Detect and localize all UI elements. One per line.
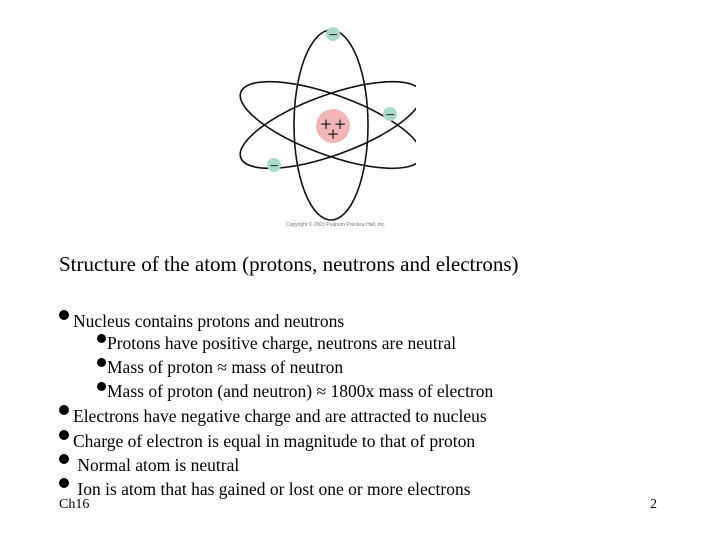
electron-sign: −: [384, 107, 396, 122]
figure-credit: Copyright © 2003 Pearson Prentice Hall, Inc.: [286, 222, 386, 228]
sub-bullet-text: Protons have positive charge, neutrons are neutral: [107, 333, 457, 353]
bullet-icon: [59, 310, 69, 320]
electron: [383, 107, 397, 122]
slide-title: Structure of the atom (protons, neutrons and electrons): [59, 252, 519, 276]
sub-bullet-item: [97, 357, 343, 377]
electron: [326, 27, 340, 42]
bullet-text: Charge of electron is equal in magnitude to that of proton: [73, 431, 476, 451]
bullet-item: [59, 405, 487, 426]
chapter-label: Ch16: [59, 497, 90, 512]
electron-sign: −: [327, 27, 339, 42]
sub-bullet-text: Mass of proton (and neutron) ≈ 1800x mass of electron: [107, 381, 494, 401]
bullet-text: Electrons have negative charge and are attracted to nucleus: [73, 406, 487, 426]
bullet-text: Nucleus contains protons and neutrons: [73, 311, 345, 331]
bullet-icon: [59, 454, 69, 464]
proton-sign: +: [319, 115, 333, 133]
bullet-icon: [97, 334, 106, 343]
electron-sign: −: [268, 158, 280, 173]
proton-sign: +: [333, 115, 347, 133]
electron: [267, 158, 281, 173]
bullet-text: Ion is atom that has gained or lost one or more electrons: [73, 479, 471, 499]
bullet-item: [59, 454, 239, 475]
bullet-icon: [97, 358, 106, 367]
bullet-item: [59, 478, 471, 499]
bullet-item: [59, 310, 344, 331]
bullet-text: Normal atom is neutral: [73, 455, 240, 475]
atom-diagram: [226, 18, 416, 233]
sub-bullet-item: [97, 333, 456, 353]
sub-bullet-text: Mass of proton ≈ mass of neutron: [107, 357, 344, 377]
bullet-icon: [59, 478, 69, 488]
bullet-icon: [59, 430, 69, 440]
bullet-icon: [97, 382, 106, 391]
nucleus: [316, 109, 350, 143]
bullet-item: [59, 430, 475, 451]
page-number: 2: [650, 497, 657, 512]
proton-sign: +: [326, 125, 340, 143]
sub-bullet-item: [97, 381, 493, 401]
bullet-icon: [59, 405, 69, 415]
